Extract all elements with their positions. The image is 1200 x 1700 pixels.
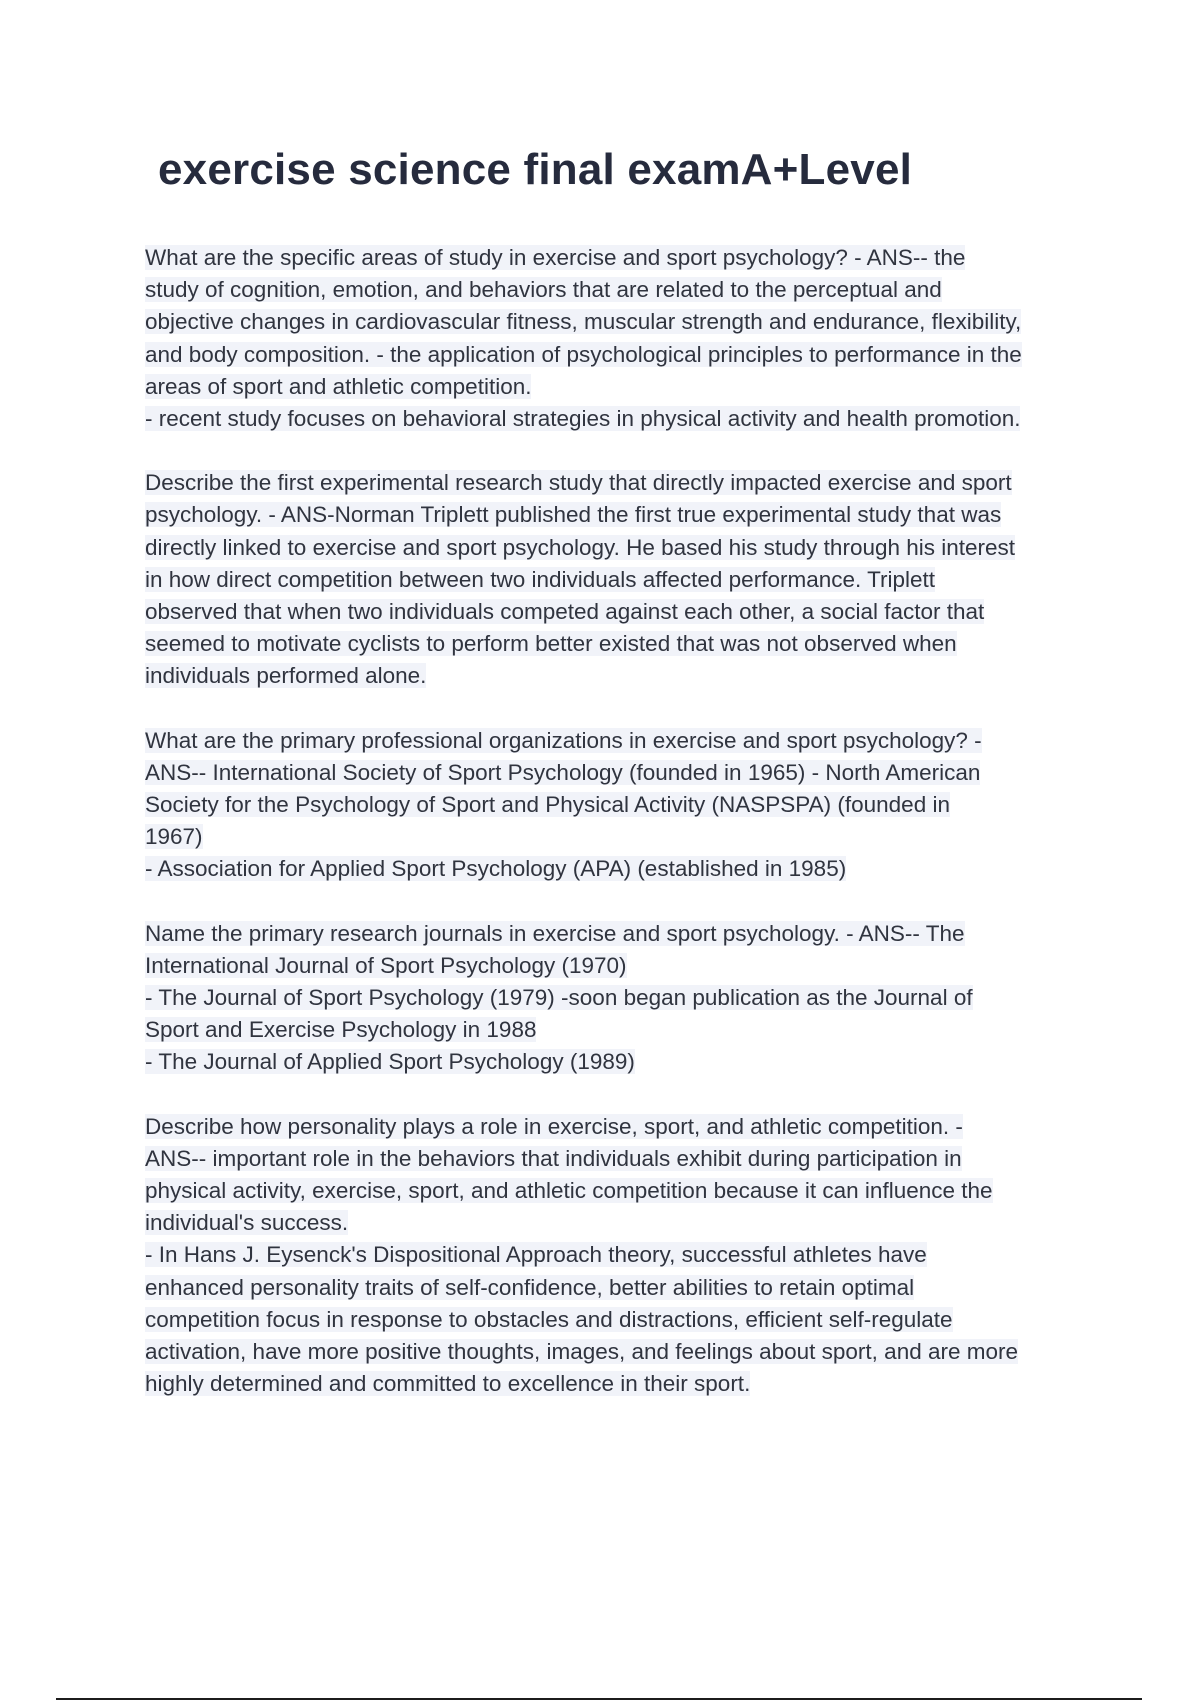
text-line: - The Journal of Applied Sport Psychology (1989) (145, 1049, 635, 1075)
text-line: individuals performed alone. (145, 663, 427, 689)
text-line: observed that when two individuals competed against each other, a social factor that (145, 599, 985, 625)
page-title: exercise science final examA+Level (158, 145, 913, 194)
text-line: objective changes in cardiovascular fitness, muscular strength and endurance, flexibility, (145, 309, 1022, 335)
qa-content (145, 242, 1095, 1433)
qa-entry (145, 242, 1095, 435)
text-line: International Journal of Sport Psychology (1970) (145, 952, 627, 978)
qa-entry (145, 1111, 1095, 1401)
qa-entry (145, 467, 1095, 692)
text-line: Describe the first experimental research study that directly impacted exercise and sport (145, 470, 1012, 496)
text-line: individual's success. (145, 1210, 349, 1236)
text-line: 1967) (145, 824, 203, 850)
text-line: - Association for Applied Sport Psychology (APA) (established in 1985) (145, 856, 847, 882)
text-line: highly determined and committed to excellence in their sport. (145, 1371, 751, 1397)
text-line: What are the primary professional organizations in exercise and sport psychology? - (145, 727, 982, 753)
text-line: areas of sport and athletic competition. (145, 373, 532, 399)
text-line: - recent study focuses on behavioral strategies in physical activity and health promotion. (145, 406, 1021, 432)
text-line: Describe how personality plays a role in exercise, sport, and athletic competition. - (145, 1113, 963, 1139)
text-line: What are the specific areas of study in exercise and sport psychology? - ANS-- the (145, 245, 966, 270)
text-line: physical activity, exercise, sport, and athletic competition because it can influence the (145, 1178, 993, 1204)
text-line: directly linked to exercise and sport psychology. He based his study through his interest (145, 534, 1016, 560)
text-line: competition focus in response to obstacles and distractions, efficient self-regulate (145, 1306, 953, 1332)
text-line: Name the primary research journals in exercise and sport psychology. - ANS-- The (145, 920, 965, 946)
text-line: ANS-- International Society of Sport Psychology (founded in 1965) - North American (145, 759, 981, 785)
qa-entry (145, 918, 1095, 1079)
qa-entry (145, 725, 1095, 886)
text-line: - The Journal of Sport Psychology (1979) -soon began publication as the Journal of (145, 985, 973, 1011)
text-line: enhanced personality traits of self-confidence, better abilities to retain optimal (145, 1274, 915, 1300)
text-line: and body composition. - the application of psychological principles to performance in the (145, 341, 1022, 367)
text-line: activation, have more positive thoughts, images, and feelings about sport, and are more (145, 1339, 1019, 1365)
text-line: in how direct competition between two individuals affected performance. Triplett (145, 566, 936, 592)
text-line: ANS-- important role in the behaviors that individuals exhibit during participation in (145, 1145, 962, 1171)
text-line: - In Hans J. Eysenck's Dispositional Approach theory, successful athletes have (145, 1242, 927, 1268)
text-line: psychology. - ANS-Norman Triplett published the first true experimental study that was (145, 502, 1002, 528)
text-line: Sport and Exercise Psychology in 1988 (145, 1017, 537, 1043)
text-line: seemed to motivate cyclists to perform better existed that was not observed when (145, 631, 957, 657)
text-line: study of cognition, emotion, and behaviors that are related to the perceptual and (145, 277, 942, 303)
text-line: Society for the Psychology of Sport and Physical Activity (NASPSPA) (founded in (145, 792, 950, 818)
